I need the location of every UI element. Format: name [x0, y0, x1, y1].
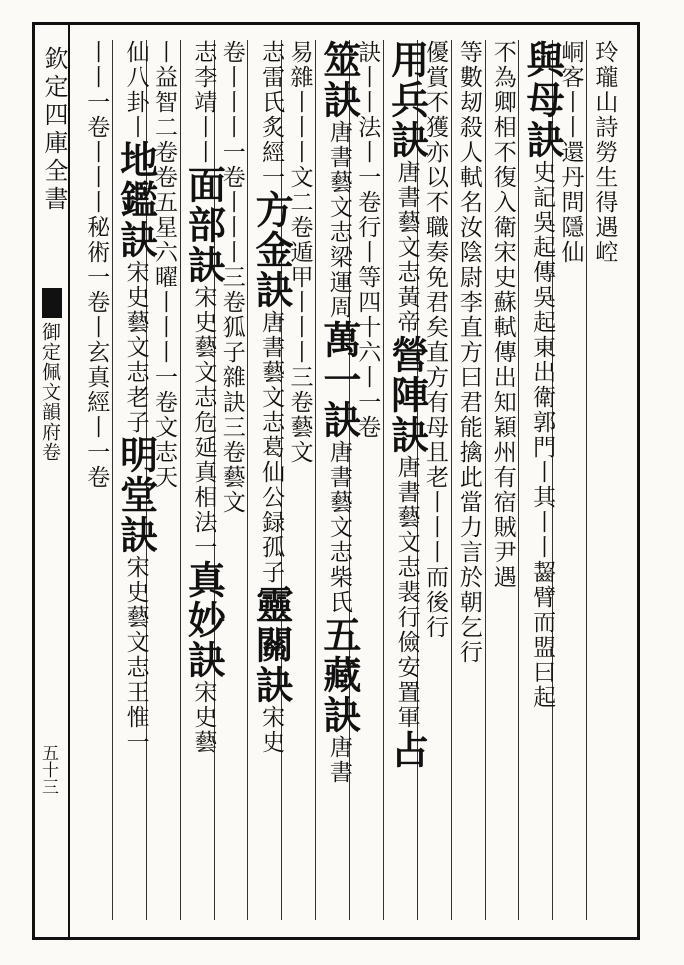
entry-heading: 與母訣 [520, 40, 566, 160]
text-column [80, 40, 112, 490]
entry-text: 藝文 [286, 415, 313, 465]
entry-text: 文志天 [150, 415, 177, 490]
entry-text: 志雷氏炙經一 [258, 40, 285, 190]
text-column [520, 40, 564, 710]
entry-text: 宋史藝文志危延真相法一 [190, 285, 217, 560]
text-column [385, 40, 429, 770]
text-column [453, 40, 485, 665]
entry-heading: 靈關訣 [249, 585, 295, 705]
entry-heading: 占 [384, 730, 430, 770]
text-column [182, 40, 226, 755]
entry-text: 唐書 [325, 735, 352, 785]
entry-heading: 五藏訣 [316, 615, 362, 735]
entry-text: 遁甲丨丨丨三卷 [286, 240, 313, 415]
entry-text: 不為卿相不復入衛宋史蘇軾傳出知穎州有宿賊尹遇 [489, 40, 516, 590]
text-column [249, 40, 293, 755]
entry-text: 訣丨丨法丨一卷 [354, 40, 381, 215]
entry-text: 丨益智二卷 [150, 40, 177, 165]
page-number: 五十三 [38, 744, 58, 795]
entry-text: 優賞不獲亦以不職奏免君矣直方有母且老丨丨丨而後行 [421, 40, 448, 640]
entry-text: 宋史藝 [190, 680, 217, 755]
entry-text: 唐書藝文志黃帝 [393, 160, 420, 335]
collection-title: 欽定四庫全書 [40, 46, 68, 214]
entry-text: 行丨等四十六丨一卷 [354, 215, 381, 440]
entry-heading: 用兵訣 [384, 40, 430, 160]
entry-text: 宋史 [258, 705, 285, 755]
entry-text: 宋史藝文志老子 [122, 260, 149, 435]
fish-tail-mark [42, 288, 62, 318]
entry-text: 玲瓏山詩勞生得遇崆 [591, 40, 618, 265]
text-column [588, 40, 620, 265]
entry-heading: 方金訣 [249, 190, 295, 310]
entry-text: 卷五星六曜丨丨丨一卷 [150, 165, 177, 415]
entry-heading: 萬一訣 [316, 320, 362, 440]
text-column [317, 40, 361, 785]
entry-text: 唐書藝文志柴氏 [325, 440, 352, 615]
entry-text: 藝文 [218, 465, 245, 515]
entry-text: 丨玄真經丨一卷 [83, 315, 110, 490]
entry-text: 宋史藝文志王惟一 [122, 555, 149, 755]
entry-heading: 營陣訣 [384, 335, 430, 455]
entry-text: 仙八卦丨 [122, 40, 149, 140]
entry-heading: 地鑑訣 [113, 140, 159, 260]
entry-text: 唐書藝文志梁運周 [325, 120, 352, 320]
entry-text: 唐書藝文志裴行儉安置軍 [393, 455, 420, 730]
book-name: 御定佩文韻府卷 [39, 322, 61, 462]
text-column [487, 40, 519, 590]
entry-heading: 真妙訣 [181, 560, 227, 680]
entry-text: 唐書藝文志葛仙公録孤子 [258, 310, 285, 585]
entry-text: 丨丨丨三卷狐子雜訣三卷 [218, 190, 245, 465]
entry-text: 志李靖丨丨 [190, 40, 217, 165]
entry-text: 易雜丨丨丨文二卷 [286, 40, 313, 240]
entry-text: 峒客丨丨還丹問隱仙 [557, 40, 584, 265]
entry-text: 史記吳起傳吳起東出衛郭門丨其丨丨齧臂而盟曰起 [529, 160, 556, 710]
entry-text: 卷丨丨丨一卷 [218, 40, 245, 190]
entry-heading: 面部訣 [181, 165, 227, 285]
entry-text: 丨丨丨秘術一卷 [83, 140, 110, 315]
entry-heading: 筮訣 [316, 40, 362, 120]
entry-heading: 明堂訣 [113, 435, 159, 555]
entry-text: 丨丨一卷 [83, 40, 110, 140]
text-column [114, 40, 158, 755]
entry-text: 等數刼殺人軾名汝陰尉李直方曰君能擒此當力言於朝乞行 [455, 40, 482, 665]
